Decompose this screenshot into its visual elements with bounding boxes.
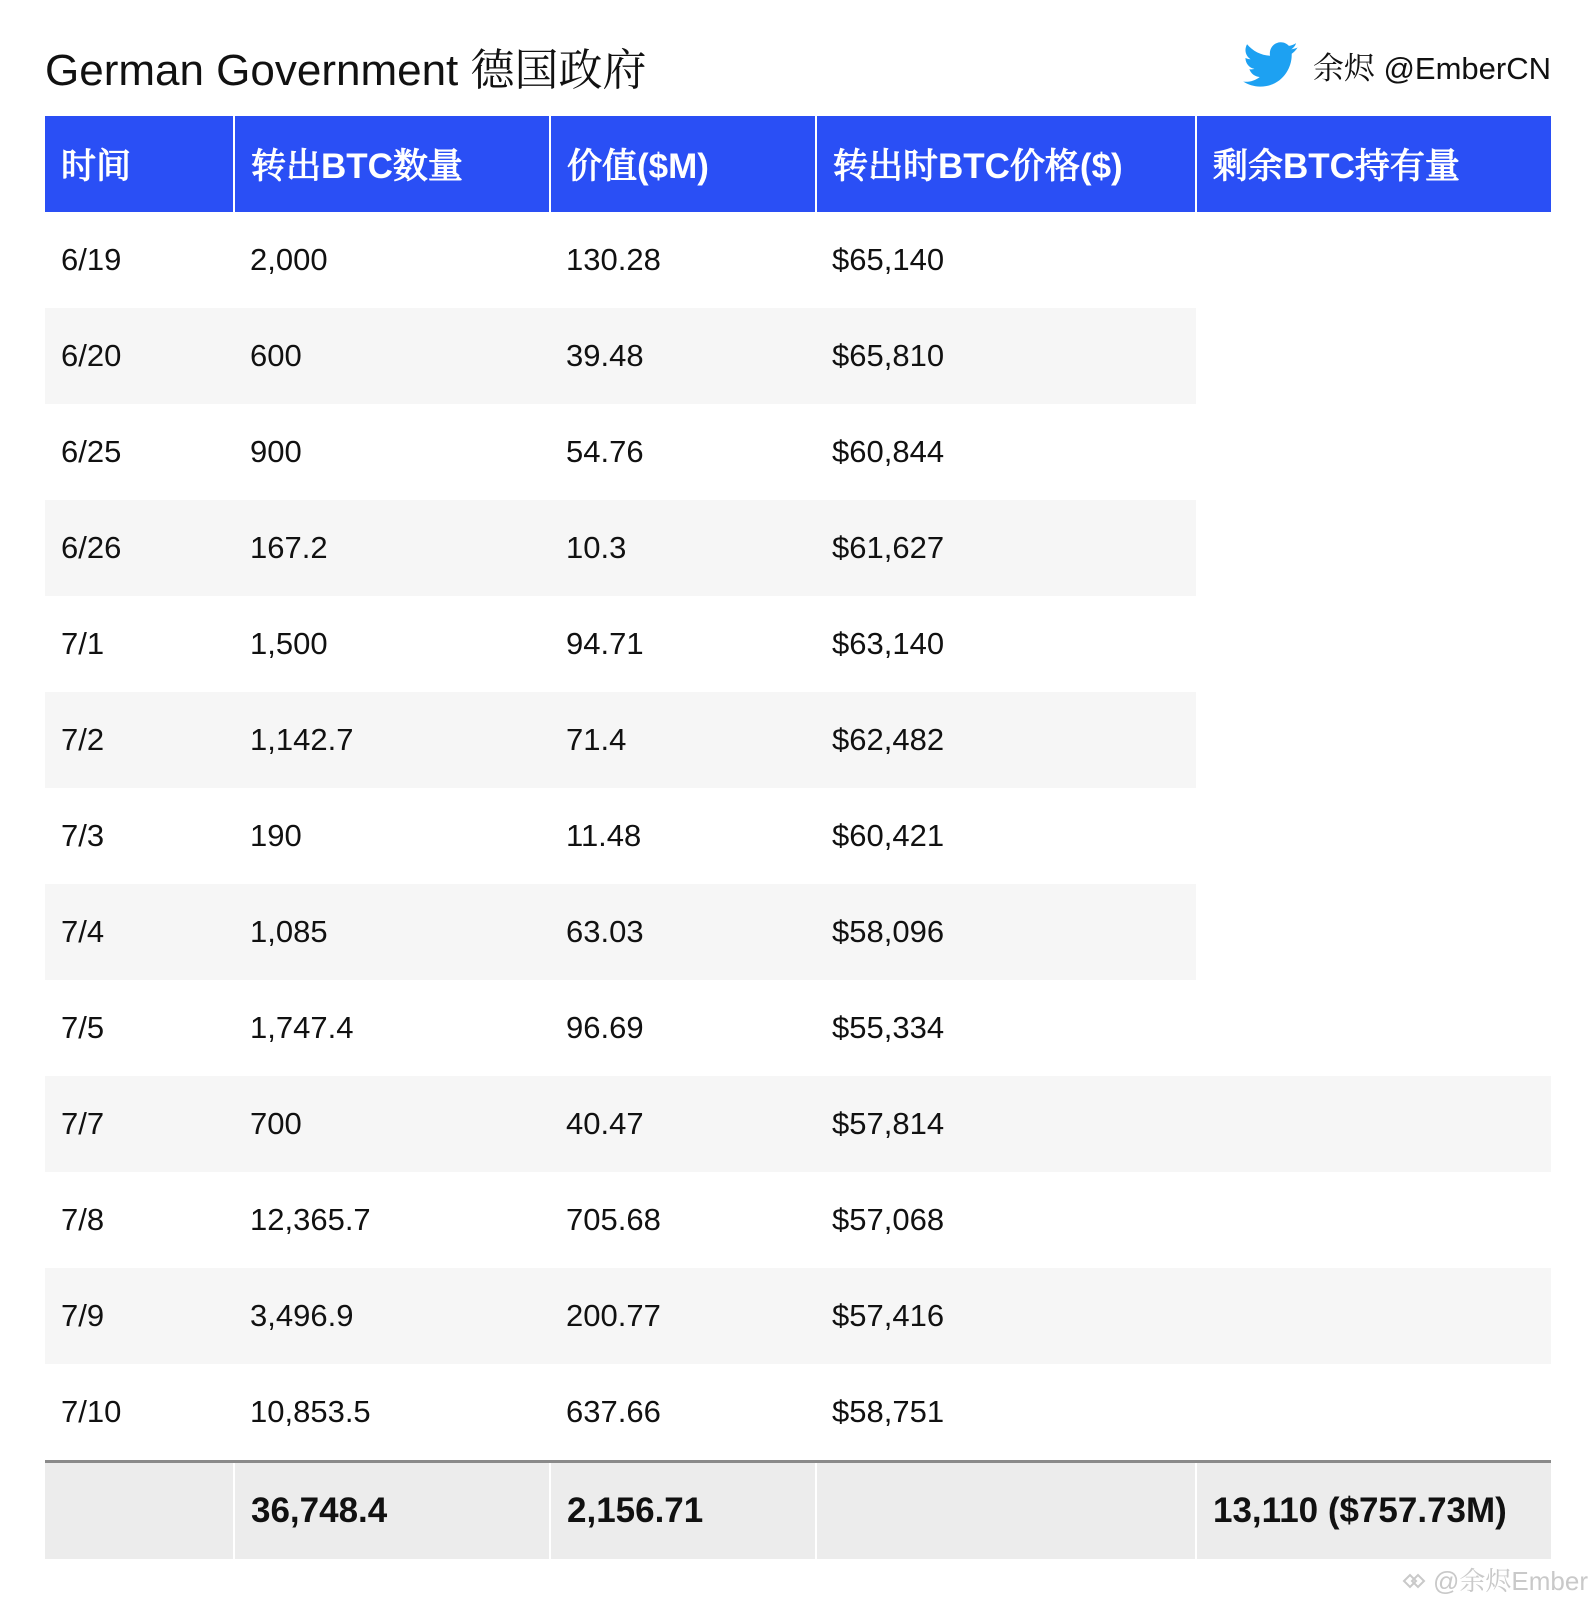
cell-btc-price: $57,068 xyxy=(832,1202,945,1237)
cell-date: 7/9 xyxy=(45,1268,234,1364)
total-remaining: 13,110 ($757.73M) xyxy=(1196,1462,1551,1560)
table-row xyxy=(45,980,1551,1076)
total-btc-price xyxy=(816,1462,1196,1560)
cell-value: 10.3 xyxy=(550,500,816,596)
cell-date: 7/10 xyxy=(61,1394,122,1429)
cell-date: 7/4 xyxy=(45,884,234,980)
cell-value: 40.47 xyxy=(550,1076,816,1172)
table-row xyxy=(45,1172,1551,1268)
column-header-remaining: 剩余BTC持有量 xyxy=(1196,116,1551,212)
cell-remaining xyxy=(1196,980,1551,1076)
weibo-icon xyxy=(1401,1569,1427,1591)
cell-remaining xyxy=(1196,500,1551,596)
cell-remaining xyxy=(1196,212,1551,308)
watermark xyxy=(1401,1561,1588,1598)
total-value: 2,156.71 xyxy=(550,1462,816,1560)
table-row xyxy=(45,788,1551,884)
column-header-btc-amount: 转出BTC数量 xyxy=(234,116,550,212)
cell-date: 6/19 xyxy=(61,242,122,277)
table-row xyxy=(45,596,1551,692)
column-header-date: 时间 xyxy=(45,116,234,212)
cell-date: 6/26 xyxy=(45,500,234,596)
cell-btc-price: $61,627 xyxy=(816,500,1196,596)
column-header-value: 价值($M) xyxy=(550,116,816,212)
cell-value: 96.69 xyxy=(566,1010,644,1045)
cell-value: 54.76 xyxy=(566,434,644,469)
cell-remaining xyxy=(1196,1076,1551,1172)
cell-remaining xyxy=(1196,788,1551,884)
cell-date: 7/5 xyxy=(61,1010,105,1045)
cell-btc-price: $60,844 xyxy=(832,434,945,469)
author-handle: 余烬 @EmberCN xyxy=(1312,50,1551,86)
cell-date: 7/1 xyxy=(61,626,105,661)
twitter-bird-icon xyxy=(1243,42,1299,88)
cell-remaining xyxy=(1196,404,1551,500)
cell-btc-price: $62,482 xyxy=(816,692,1196,788)
cell-remaining xyxy=(1196,308,1551,404)
cell-btc-price: $58,751 xyxy=(832,1394,945,1429)
cell-btc-amount: 1,500 xyxy=(250,626,328,661)
cell-btc-amount: 12,365.7 xyxy=(250,1202,371,1237)
cell-btc-price: $60,421 xyxy=(832,818,945,853)
total-date xyxy=(45,1462,234,1560)
cell-value: 94.71 xyxy=(566,626,644,661)
cell-btc-price: $65,810 xyxy=(816,308,1196,404)
table-row xyxy=(45,692,1551,788)
watermark-text: @余烬Ember xyxy=(1433,1566,1588,1596)
author-handle-group xyxy=(1243,40,1551,90)
cell-remaining xyxy=(1196,596,1551,692)
cell-value: 11.48 xyxy=(566,818,642,853)
cell-btc-amount: 600 xyxy=(234,308,550,404)
cell-date: 7/7 xyxy=(45,1076,234,1172)
cell-btc-amount: 10,853.5 xyxy=(250,1394,371,1429)
cell-btc-amount: 167.2 xyxy=(234,500,550,596)
page-title: German Government 德国政府 xyxy=(45,46,647,95)
cell-btc-amount: 900 xyxy=(250,434,302,469)
page-header xyxy=(45,30,1551,95)
total-btc-amount: 36,748.4 xyxy=(234,1462,550,1560)
cell-date: 6/25 xyxy=(61,434,122,469)
cell-value: 637.66 xyxy=(566,1394,661,1429)
cell-date: 7/3 xyxy=(61,818,105,853)
cell-remaining xyxy=(1196,1364,1551,1462)
cell-value: 71.4 xyxy=(550,692,816,788)
cell-btc-price: $57,416 xyxy=(816,1268,1196,1364)
cell-btc-amount: 3,496.9 xyxy=(234,1268,550,1364)
table-row xyxy=(45,212,1551,308)
cell-date: 6/20 xyxy=(45,308,234,404)
cell-btc-amount: 1,085 xyxy=(234,884,550,980)
cell-remaining xyxy=(1196,1172,1551,1268)
cell-value: 63.03 xyxy=(550,884,816,980)
table-header-row xyxy=(45,116,1551,212)
table-row xyxy=(45,308,1551,404)
cell-remaining xyxy=(1196,884,1551,980)
table-row xyxy=(45,1364,1551,1462)
cell-value: 130.28 xyxy=(566,242,661,277)
table-row xyxy=(45,884,1551,980)
cell-btc-price: $63,140 xyxy=(832,626,945,661)
cell-btc-amount: 700 xyxy=(234,1076,550,1172)
cell-btc-amount: 1,142.7 xyxy=(234,692,550,788)
cell-date: 7/8 xyxy=(61,1202,105,1237)
totals-row xyxy=(45,1462,1551,1560)
btc-transfer-table xyxy=(45,116,1551,1559)
cell-btc-price: $55,334 xyxy=(832,1010,945,1045)
table-row xyxy=(45,500,1551,596)
cell-value: 200.77 xyxy=(550,1268,816,1364)
column-header-btc-price: 转出时BTC价格($) xyxy=(816,116,1196,212)
cell-value: 705.68 xyxy=(566,1202,661,1237)
cell-btc-price: $58,096 xyxy=(816,884,1196,980)
cell-date: 7/2 xyxy=(45,692,234,788)
cell-value: 39.48 xyxy=(550,308,816,404)
table-row xyxy=(45,1268,1551,1364)
cell-remaining xyxy=(1196,1268,1551,1364)
cell-btc-price: $57,814 xyxy=(816,1076,1196,1172)
cell-remaining xyxy=(1196,692,1551,788)
table-row xyxy=(45,1076,1551,1172)
cell-btc-price: $65,140 xyxy=(832,242,945,277)
cell-btc-amount: 190 xyxy=(250,818,302,853)
table-row xyxy=(45,404,1551,500)
cell-btc-amount: 2,000 xyxy=(250,242,328,277)
cell-btc-amount: 1,747.4 xyxy=(250,1010,354,1045)
